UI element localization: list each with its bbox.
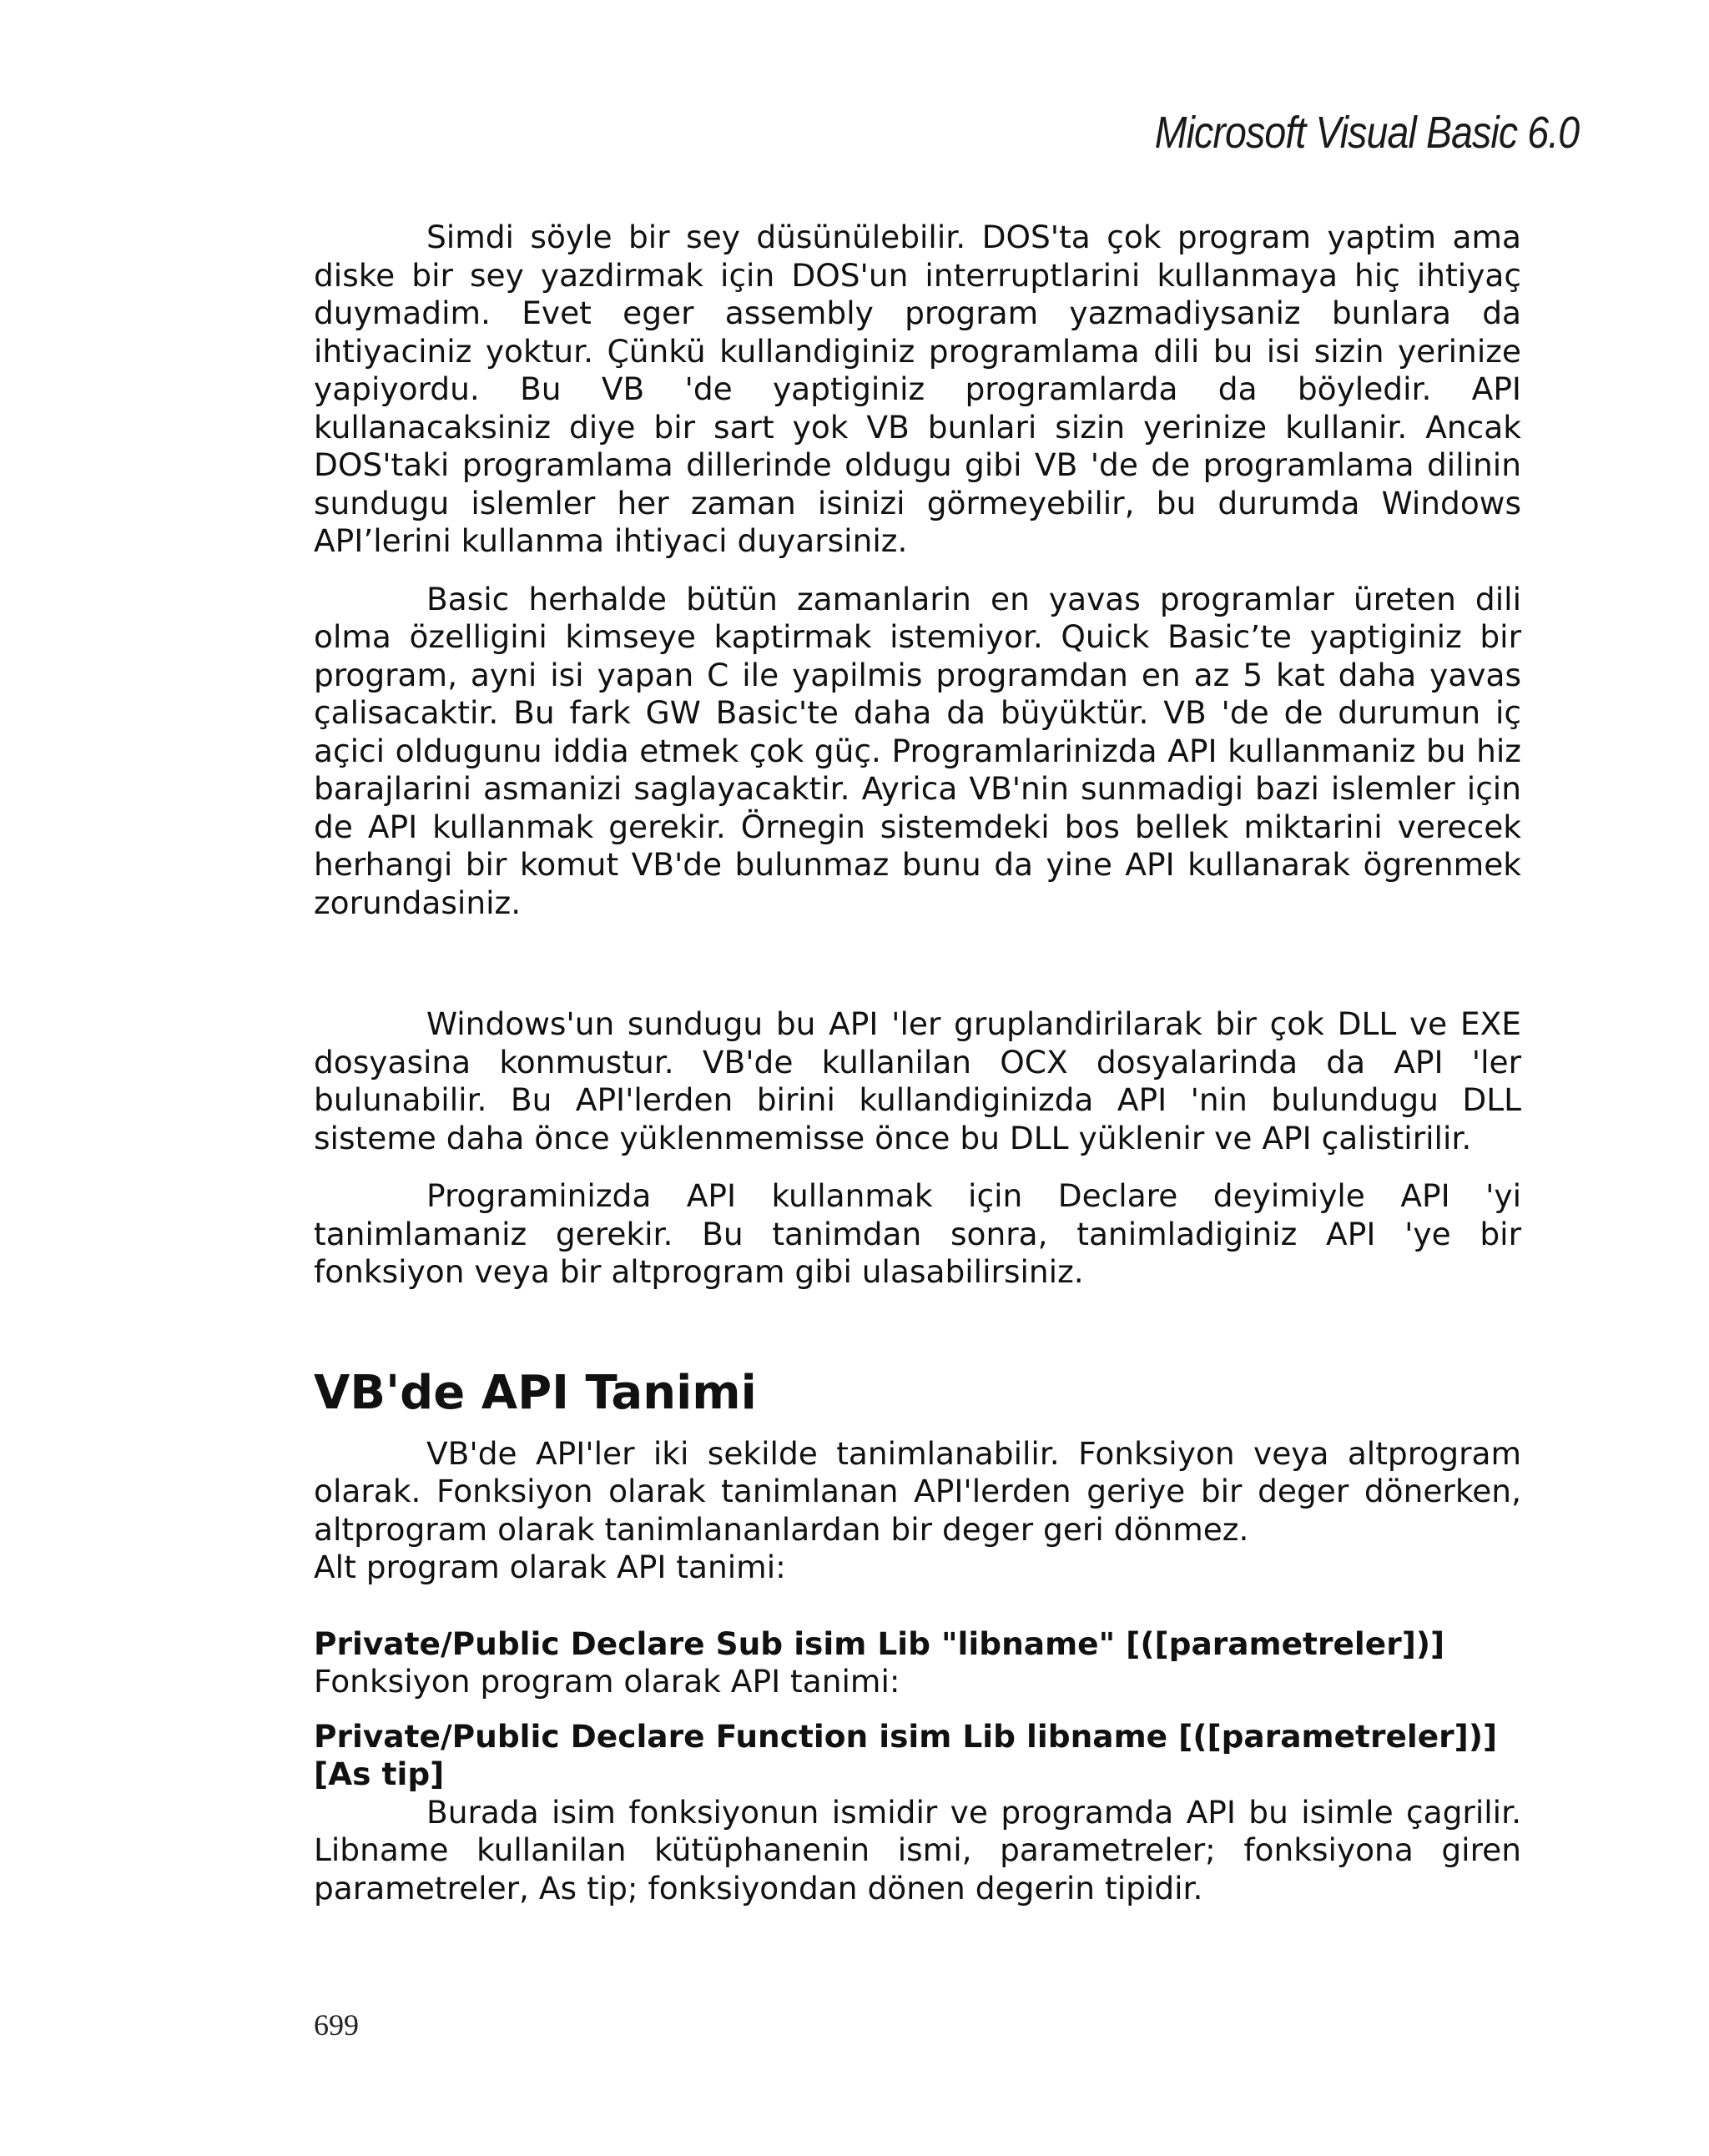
paragraph-api-definition-intro: VB'de API'ler iki sekilde tanimlanabilir. Fonksiyon veya altprogram olarak. Fonksiyon olarak tanimlanan API'lerden geriye bir deger dönerken, altprogram olarak tanimlananlardan bir deger geri dönmez. [314,1434,1521,1548]
page-body [314,219,1521,1907]
paragraph-basic-speed: Basic herhalde bütün zamanlarin en yavas programlar üreten dili olma özelligini kimseye kaptirmak istemiyor. Quick Basic’te yaptiginiz bir program, ayni isi yapan C ile yapilmis programdan en az 5 kat daha yavas çalisacaktir. Bu fark GW Basic'te daha da büyüktür. VB 'de de durumun iç açici oldugunu iddia etmek çok güç. Programlarinizda API kullanmaniz bu hiz barajlarini asmanizi saglayacaktir. Ayrica VB'nin sunmadigi bazi islemler için de API kullanmak gerekir. Örnegin sistemdeki bos bellek miktarini verecek herhangi bir komut VB'de bulunmaz bunu da yine API kullanarak ögrenmek zorundasiniz. [314,580,1521,921]
function-declare-syntax: Private/Public Declare Function isim Lib libname [([parametreler])] [As tip] [314,1717,1498,1792]
sub-declare-syntax: Private/Public Declare Sub isim Lib "libname" [([parametreler])] [314,1625,1445,1662]
paragraph-api-dll: Windows'un sundugu bu API 'ler gruplandirilarak bir çok DLL ve EXE dosyasina konmustur. VB'de kullanilan OCX dosyalarinda da API 'ler bulunabilir. Bu API'lerden birini kullandiginizda API 'nin bulundugu DLL sisteme daha önce yüklenmemisse önce bu DLL yüklenir ve API çalistirilir. [314,1005,1521,1156]
section-title: VB'de API Tanimi [314,1365,757,1420]
paragraph-declare-usage: Programinizda API kullanmak için Declare deyimiyle API 'yi tanimlamaniz gerekir. Bu tanimdan sonra, tanimladiginiz API 'ye bir fonksiyon veya bir altprogram gibi ulasabilirsiniz. [314,1177,1521,1290]
running-header: Microsoft Visual Basic 6.0 [1154,108,1579,158]
sub-definition-label: Alt program olarak API tanimi: [314,1549,786,1585]
function-definition-label: Fonksiyon program olarak API tanimi: [314,1663,900,1700]
page-number: 699 [314,2008,359,2042]
paragraph-syntax-explanation: Burada isim fonksiyonun ismidir ve programda API bu isimle çagrilir. Libname kullanilan kütüphanenin ismi, parametreler; fonksiyona giren parametreler, As tip; fonksiyondan dönen degerin tipidir. [314,1793,1521,1907]
paragraph-dos-interrupts: Simdi söyle bir sey düsünülebilir. DOS'ta çok program yaptim ama diske bir sey yazdirmak için DOS'un interruptlarini kullanmaya hiç ihtiyaç duymadim. Evet eger assembly program yazmadiysaniz bunlara da ihtiyaciniz yoktur. Çünkü kullandiginiz programlama dili bu isi sizin yerinize yapiyordu. Bu VB 'de yaptiginiz programlarda da böyledir. API kullanacaksiniz diye bir sart yok VB bunlari sizin yerinize kullanir. Ancak DOS'taki programlama dillerinde oldugu gibi VB 'de de programlama dilinin sundugu islemler her zaman isinizi görmeyebilir, bu durumda Windows API’lerini kullanma ihtiyaci duyarsiniz. [314,219,1521,559]
